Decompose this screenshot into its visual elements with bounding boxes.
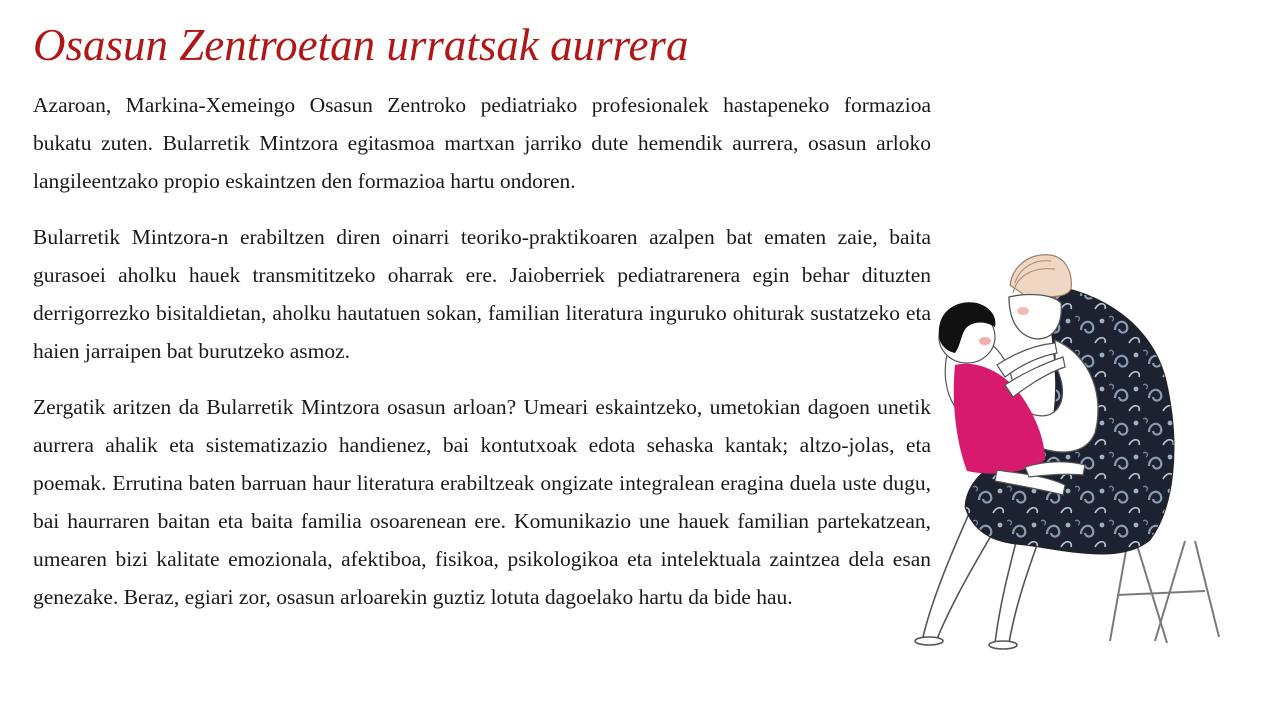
paragraph-2: Bularretik Mintzora-n erabiltzen diren oinarri teoriko-praktikoaren azalpen bat ematen zaie, baita gurasoei aholku hauek transmititzeko oharrak ere. Jaioberriek pediatrarenera egin behar dituzten derrigorrezko bisitaldietan, aholku hautatuen sokan, familian literatura inguruko ohiturak sustatzeko eta haien jarraipen bat burutzeko asmoz. bbox=[33, 225, 931, 363]
paragraph-1: Azaroan, Markina-Xemeingo Osasun Zentroko pediatriako profesionalek hastapeneko formazioa bukatu zuten. Bularretik Mintzora egitasmoa martxan jarriko dute hemendik aurrera, osasun arloko langileentzako propio eskaintzen den formazioa hartu ondoren. bbox=[33, 93, 931, 193]
body-text bbox=[33, 86, 931, 634]
slide-title: Osasun Zentroetan urratsak aurrera bbox=[33, 20, 689, 70]
mother-child-illustration bbox=[905, 245, 1245, 650]
chair bbox=[1110, 541, 1219, 643]
paragraph-3: Zergatik aritzen da Bularretik Mintzora osasun arloan? Umeari eskaintzeko, umetokian dagoen unetik aurrera ahalik eta sistematizazio handienez, bai kontutxoak edota sehaska kantak; altzo-jolas, eta poemak. Errutina baten barruan haur literatura erabiltzeak ongizate integralean eragina duela uste dugu, bai haurraren baitan eta baita familia osoarenean ere. Komunikazio une hauek familian partekatzean, umearen bizi kalitate emozionala, afektiboa, fisikoa, psikologikoa eta intelektuala zaintzea dela esan genezake. Beraz, egiari zor, osasun arloarekin guztiz lotuta dagoelako hartu da bide hau. bbox=[33, 395, 931, 609]
